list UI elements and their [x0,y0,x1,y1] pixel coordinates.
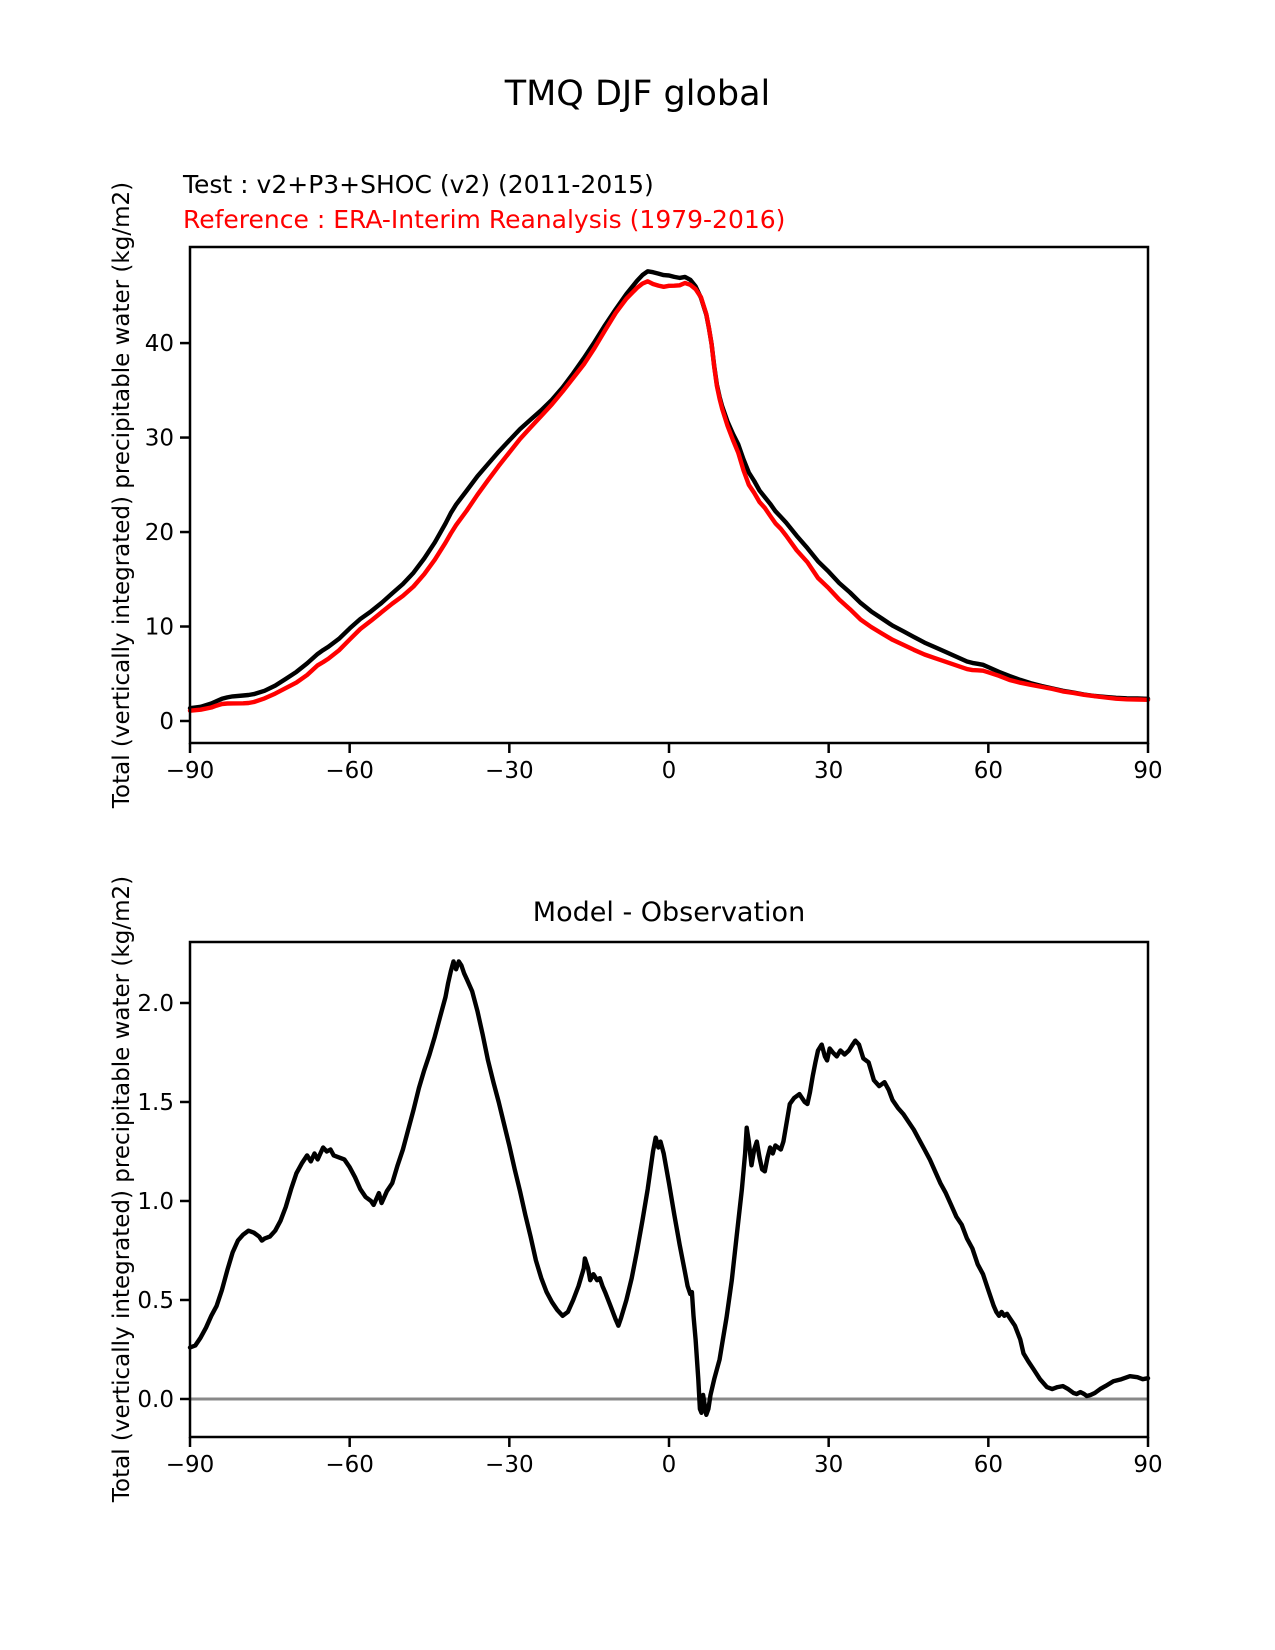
top-chart-x-tick-label: −60 [325,758,374,784]
top-chart-x-tick-label: −30 [485,758,534,784]
top-chart-y-tick-label: 10 [144,614,174,641]
bottom-chart-y-tick-label: 1.5 [137,1089,174,1116]
bottom-chart-x-tick-label: 90 [1133,1452,1163,1478]
top-chart-x-tick-label: −90 [165,758,215,784]
top-chart-y-tick-label: 30 [144,425,174,452]
top-chart-ylabel: Total (vertically integrated) precipitable water (kg/m2) [109,181,135,809]
bottom-chart-y-tick-label: 1.0 [137,1188,174,1215]
top-chart-y-tick-label: 0 [159,708,174,735]
bottom-chart-x-tick-label: 30 [814,1452,844,1478]
top-chart-x-tick-label: 30 [814,758,844,784]
bottom-chart-title: Model - Observation [532,897,806,928]
legend-reference-label: Reference : ERA-Interim Reanalysis (1979-2016) [183,205,786,234]
bottom-chart-y-tick-label: 0.0 [137,1386,174,1413]
top-chart-y-tick-label: 20 [144,520,174,547]
bottom-chart-x-tick-label: 0 [661,1452,677,1478]
top-chart-y-tick-label: 40 [144,331,174,358]
bottom-chart-x-tick-label: −30 [485,1452,534,1478]
top-chart-x-tick-label: 0 [661,758,677,784]
legend-test-label: Test : v2+P3+SHOC (v2) (2011-2015) [183,170,654,199]
bottom-chart-x-tick-label: 60 [973,1452,1003,1478]
bottom-chart-difference-curve [190,961,1148,1414]
bottom-chart-y-tick-label: 0.5 [137,1287,174,1314]
figure-title: TMQ DJF global [504,74,771,114]
bottom-chart-x-tick-label: −60 [325,1452,374,1478]
top-chart-reference-curve [190,281,1148,710]
top-chart-test-curve [190,271,1148,708]
bottom-chart-x-tick-label: −90 [165,1452,215,1478]
bottom-chart-y-tick-label: 2.0 [137,990,174,1017]
top-chart-x-tick-label: 60 [973,758,1003,784]
bottom-chart-ylabel: Total (vertically integrated) precipitable water (kg/m2) [109,875,135,1503]
top-chart-frame [190,247,1148,743]
top-chart-x-tick-label: 90 [1133,758,1163,784]
